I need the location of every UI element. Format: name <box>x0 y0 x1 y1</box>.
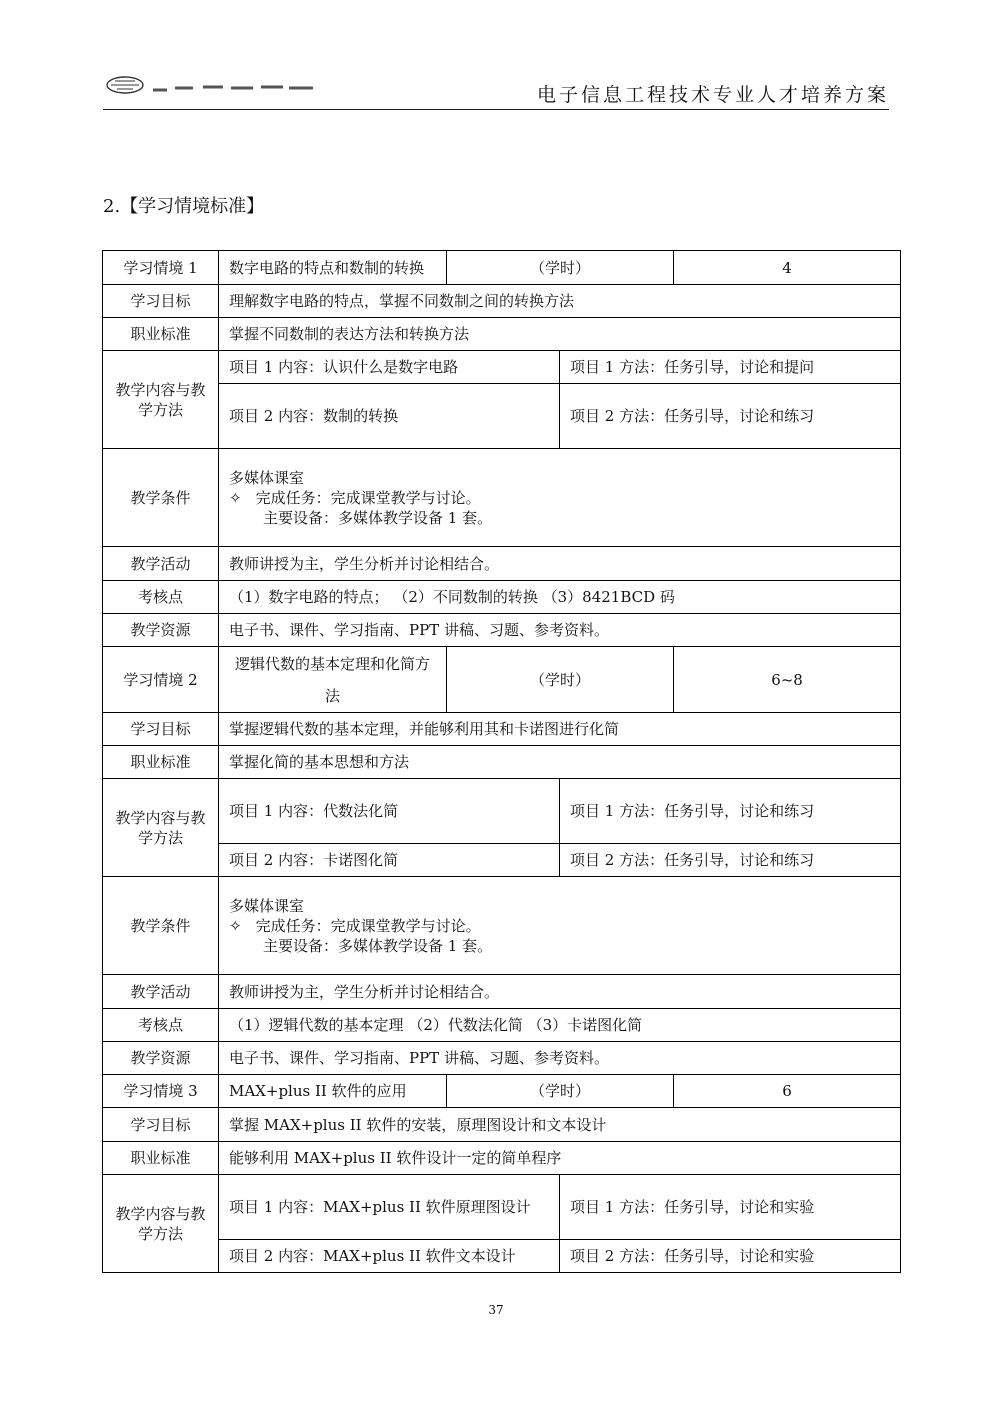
situation-2-header-row <box>103 647 901 713</box>
activities-label: 教学活动 <box>103 975 219 1009</box>
item-content: 项目 2 内容：卡诺图化简 <box>219 844 560 877</box>
hours-value: 4 <box>674 251 901 285</box>
activities-row <box>103 547 901 581</box>
activities-label: 教学活动 <box>103 547 219 581</box>
page-number: 37 <box>488 1303 504 1317</box>
page-header <box>103 66 889 110</box>
objective-text: 理解数字电路的特点，掌握不同数制之间的转换方法 <box>219 285 901 318</box>
hours-value: 6 <box>674 1075 901 1108</box>
conditions-row <box>103 877 901 975</box>
content-method-label: 教学内容与教学方法 <box>103 779 219 877</box>
resources-text: 电子书、课件、学习指南、PPT 讲稿、习题、参考资料。 <box>219 614 901 647</box>
standard-text: 能够利用 MAX+plus II 软件设计一定的简单程序 <box>219 1142 901 1175</box>
situation-label: 学习情境 1 <box>103 251 219 285</box>
standard-row <box>103 318 901 351</box>
conditions-cell <box>219 449 901 547</box>
item-method: 项目 2 方法：任务引导，讨论和练习 <box>560 844 901 877</box>
conditions-task-line <box>229 488 890 508</box>
objective-row <box>103 285 901 318</box>
objective-label: 学习目标 <box>103 713 219 746</box>
assessment-text: （1）逻辑代数的基本定理 （2）代数法化简 （3）卡诺图化简 <box>219 1009 901 1042</box>
assessment-label: 考核点 <box>103 581 219 614</box>
document-title: 电子信息工程技术专业人才培养方案 <box>536 84 889 106</box>
content-row <box>103 844 901 877</box>
assessment-row <box>103 581 901 614</box>
objective-text: 掌握 MAX+plus II 软件的安装，原理图设计和文本设计 <box>219 1108 901 1142</box>
resources-label: 教学资源 <box>103 614 219 647</box>
content-row <box>103 351 901 384</box>
item-content: 项目 1 内容：代数法化简 <box>219 779 560 844</box>
standard-label: 职业标准 <box>103 746 219 779</box>
conditions-task-line <box>229 916 890 936</box>
diamond-bullet-icon: ✧ <box>229 488 242 507</box>
conditions-label: 教学条件 <box>103 877 219 975</box>
objective-text: 掌握逻辑代数的基本定理，并能够利用其和卡诺图进行化简 <box>219 713 901 746</box>
situation-3-header-row <box>103 1075 901 1108</box>
resources-row <box>103 614 901 647</box>
conditions-task: 完成任务：完成课堂教学与讨论。 <box>255 488 481 507</box>
standard-text: 掌握不同数制的表达方法和转换方法 <box>219 318 901 351</box>
content-row <box>103 1240 901 1273</box>
conditions-room: 多媒体课室 <box>229 896 305 915</box>
item-method: 项目 2 方法：任务引导，讨论和实验 <box>560 1240 901 1273</box>
section-title: 2.【学习情境标准】 <box>103 196 265 217</box>
standard-label: 职业标准 <box>103 318 219 351</box>
activities-text: 教师讲授为主，学生分析并讨论相结合。 <box>219 547 901 581</box>
standard-row <box>103 1142 901 1175</box>
conditions-cell <box>219 877 901 975</box>
resources-text: 电子书、课件、学习指南、PPT 讲稿、习题、参考资料。 <box>219 1042 901 1075</box>
conditions-equipment: 主要设备：多媒体教学设备 1 套。 <box>263 508 493 527</box>
activities-text: 教师讲授为主，学生分析并讨论相结合。 <box>219 975 901 1009</box>
standard-label: 职业标准 <box>103 1142 219 1175</box>
conditions-task: 完成任务：完成课堂教学与讨论。 <box>255 916 481 935</box>
assessment-text: （1）数字电路的特点； （2）不同数制的转换 （3）8421BCD 码 <box>219 581 901 614</box>
item-method: 项目 1 方法：任务引导，讨论和提问 <box>560 351 901 384</box>
item-content: 项目 1 内容：认识什么是数字电路 <box>219 351 560 384</box>
situation-name: MAX+plus II 软件的应用 <box>219 1075 447 1108</box>
school-logo <box>103 72 323 96</box>
item-method: 项目 2 方法：任务引导，讨论和练习 <box>560 384 901 449</box>
content-row <box>103 1175 901 1240</box>
objective-row <box>103 1108 901 1142</box>
hours-label: （学时） <box>447 647 674 713</box>
situation-name: 逻辑代数的基本定理和化简方法 <box>219 647 447 713</box>
content-method-label: 教学内容与教学方法 <box>103 351 219 449</box>
content-method-label: 教学内容与教学方法 <box>103 1175 219 1273</box>
objective-label: 学习目标 <box>103 1108 219 1142</box>
item-method: 项目 1 方法：任务引导，讨论和练习 <box>560 779 901 844</box>
item-content: 项目 1 内容：MAX+plus II 软件原理图设计 <box>219 1175 560 1240</box>
conditions-room: 多媒体课室 <box>229 468 305 487</box>
conditions-row <box>103 449 901 547</box>
standard-row <box>103 746 901 779</box>
activities-row <box>103 975 901 1009</box>
situation-name: 数字电路的特点和数制的转换 <box>219 251 447 285</box>
hours-label: （学时） <box>447 1075 674 1108</box>
content-row <box>103 779 901 844</box>
objective-label: 学习目标 <box>103 285 219 318</box>
learning-situation-table <box>102 250 901 1273</box>
conditions-equipment: 主要设备：多媒体教学设备 1 套。 <box>263 936 493 955</box>
situation-1-header-row <box>103 251 901 285</box>
situation-label: 学习情境 2 <box>103 647 219 713</box>
conditions-label: 教学条件 <box>103 449 219 547</box>
objective-row <box>103 713 901 746</box>
resources-label: 教学资源 <box>103 1042 219 1075</box>
resources-row <box>103 1042 901 1075</box>
item-content: 项目 2 内容：MAX+plus II 软件文本设计 <box>219 1240 560 1273</box>
hours-label: （学时） <box>447 251 674 285</box>
item-method: 项目 1 方法：任务引导，讨论和实验 <box>560 1175 901 1240</box>
assessment-row <box>103 1009 901 1042</box>
standard-text: 掌握化简的基本思想和方法 <box>219 746 901 779</box>
situation-label: 学习情境 3 <box>103 1075 219 1108</box>
hours-value: 6~8 <box>674 647 901 713</box>
content-row <box>103 384 901 449</box>
assessment-label: 考核点 <box>103 1009 219 1042</box>
item-content: 项目 2 内容：数制的转换 <box>219 384 560 449</box>
diamond-bullet-icon: ✧ <box>229 916 242 935</box>
